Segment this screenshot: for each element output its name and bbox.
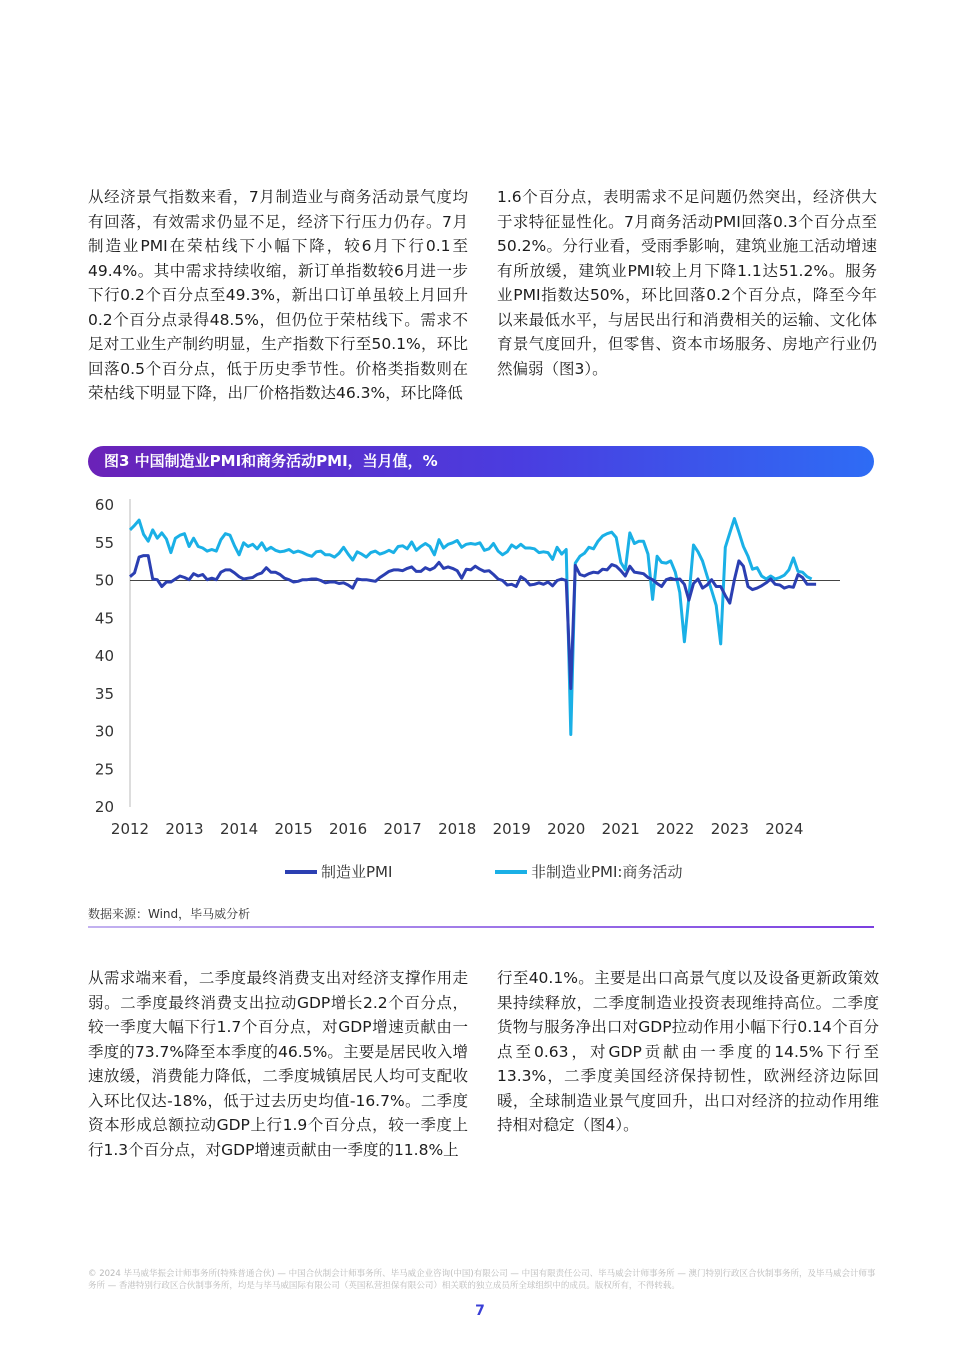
x-tick-label: 2021 xyxy=(601,820,640,838)
y-tick-label: 45 xyxy=(94,609,114,628)
series-layer xyxy=(130,519,816,735)
x-tick-label: 2013 xyxy=(165,820,204,838)
data-source-note: 数据来源：Wind，毕马威分析 xyxy=(88,907,251,921)
paragraph-bottom-left xyxy=(88,966,468,1162)
footer-copyright: © 2024 毕马威华振会计师事务所(特殊普通合伙) — 中国合伙制会计师事务所、毕马威企业咨询(中国)有限公司 — 中国有限责任公司、毕马威会计师事务所 — 澳门特别行政区合伙制事务所，及毕马威会计师事务所 — 香港特别行政区合伙制事务所，均是与毕马威国际有限公司（英国私营担保有限公司）相关联的独立成员所全球组织中的成员。版权所有，不得转载。 xyxy=(88,1269,876,1291)
y-tick-label: 60 xyxy=(94,496,114,514)
legend-label: 非制造业PMI:商务活动 xyxy=(531,863,683,881)
figure-title-banner xyxy=(88,446,874,477)
y-tick-label: 55 xyxy=(94,533,114,552)
x-tick-label: 2017 xyxy=(383,820,422,838)
x-axis xyxy=(111,820,804,838)
x-tick-label: 2024 xyxy=(765,820,804,838)
legend-label: 制造业PMI xyxy=(321,863,393,881)
y-tick-label: 35 xyxy=(94,684,114,703)
x-tick-label: 2014 xyxy=(219,820,259,838)
x-tick-label: 2015 xyxy=(274,820,313,838)
paragraph-top-left xyxy=(88,185,468,406)
paragraph-text: 行至40.1%。主要是出口高景气度以及设备更新政策效果持续释放，二季度制造业投资表现维持高位。二季度货物与服务净出口对GDP拉动作用小幅下行0.14个百分点至0.63，对GDP贡献由一季度的14.5%下行至13.3%，二季度美国经济保持韧性，欧洲经济边际回暖，全球制造业景气度回升，出口对经济的拉动作用维持相对稳定（图4）。 xyxy=(497,969,879,1134)
figure-title: 图3 中国制造业PMI和商务活动PMI，当月值，% xyxy=(104,452,438,470)
figure-divider xyxy=(88,926,874,928)
y-tick-label: 20 xyxy=(94,798,114,816)
y-tick-label: 50 xyxy=(94,571,114,590)
paragraph-top-right xyxy=(497,185,877,381)
pmi-line-chart xyxy=(80,485,880,895)
x-tick-label: 2016 xyxy=(329,820,368,838)
x-tick-label: 2019 xyxy=(492,820,531,838)
paragraph-text: 从经济景气指数来看，7月制造业与商务活动景气度均有回落，有效需求仍显不足，经济下行压力仍存。7月制造业PMI在荣枯线下小幅下降，较6月下行0.1至49.4%。其中需求持续收缩，新订单指数较6月进一步下行0.2个百分点至49.3%，新出口订单虽较上月回升0.2个百分点录得48.5%，但仍位于荣枯线下。需求不足对工业生产制约明显，生产指数下行至50.1%，环比回落0.5个百分点，低于历史季节性。价格类指数则在荣枯线下明显下降，出厂价格指数达46.3%，环比降低 xyxy=(88,188,468,402)
y-tick-label: 40 xyxy=(94,647,114,665)
page-number: 7 xyxy=(475,1303,485,1319)
paragraph-text: 从需求端来看，二季度最终消费支出对经济支撑作用走弱。二季度最终消费支出拉动GDP增长2.2个百分点，较一季度大幅下行1.7个百分点，对GDP增速贡献由一季度的73.7%降至本季度的46.5%。主要是居民收入增速放缓，消费能力降低，二季度城镇居民人均可支配收入环比仅达-18%，低于过去历史均值-16.7%。二季度资本形成总额拉动GDP上行1.9个百分点，较一季度上行1.3个百分点，对GDP增速贡献由一季度的11.8%上 xyxy=(88,969,468,1159)
x-tick-label: 2018 xyxy=(438,820,477,838)
paragraph-text: 1.6个百分点，表明需求不足问题仍然突出，经济供大于求特征显性化。7月商务活动PMI回落0.3个百分点至50.2%。分行业看，受雨季影响，建筑业施工活动增速有所放缓，建筑业PMI较上月下降1.1达51.2%。服务业PMI指数达50%，环比回落0.2个百分点，降至今年以来最低水平，与居民出行和消费相关的运输、文化体育景气度回升，但零售、资本市场服务、房地产行业仍然偏弱（图3）。 xyxy=(497,188,877,378)
legend xyxy=(285,863,682,881)
series-line-manufacturing xyxy=(130,556,816,689)
y-tick-label: 25 xyxy=(94,760,114,779)
x-tick-label: 2022 xyxy=(656,820,695,838)
paragraph-bottom-right xyxy=(497,966,879,1138)
x-tick-label: 2023 xyxy=(710,820,749,838)
x-tick-label: 2020 xyxy=(547,820,586,838)
y-tick-label: 30 xyxy=(94,722,114,741)
series-line-non-manufacturing xyxy=(130,519,812,735)
x-tick-label: 2012 xyxy=(110,820,150,838)
